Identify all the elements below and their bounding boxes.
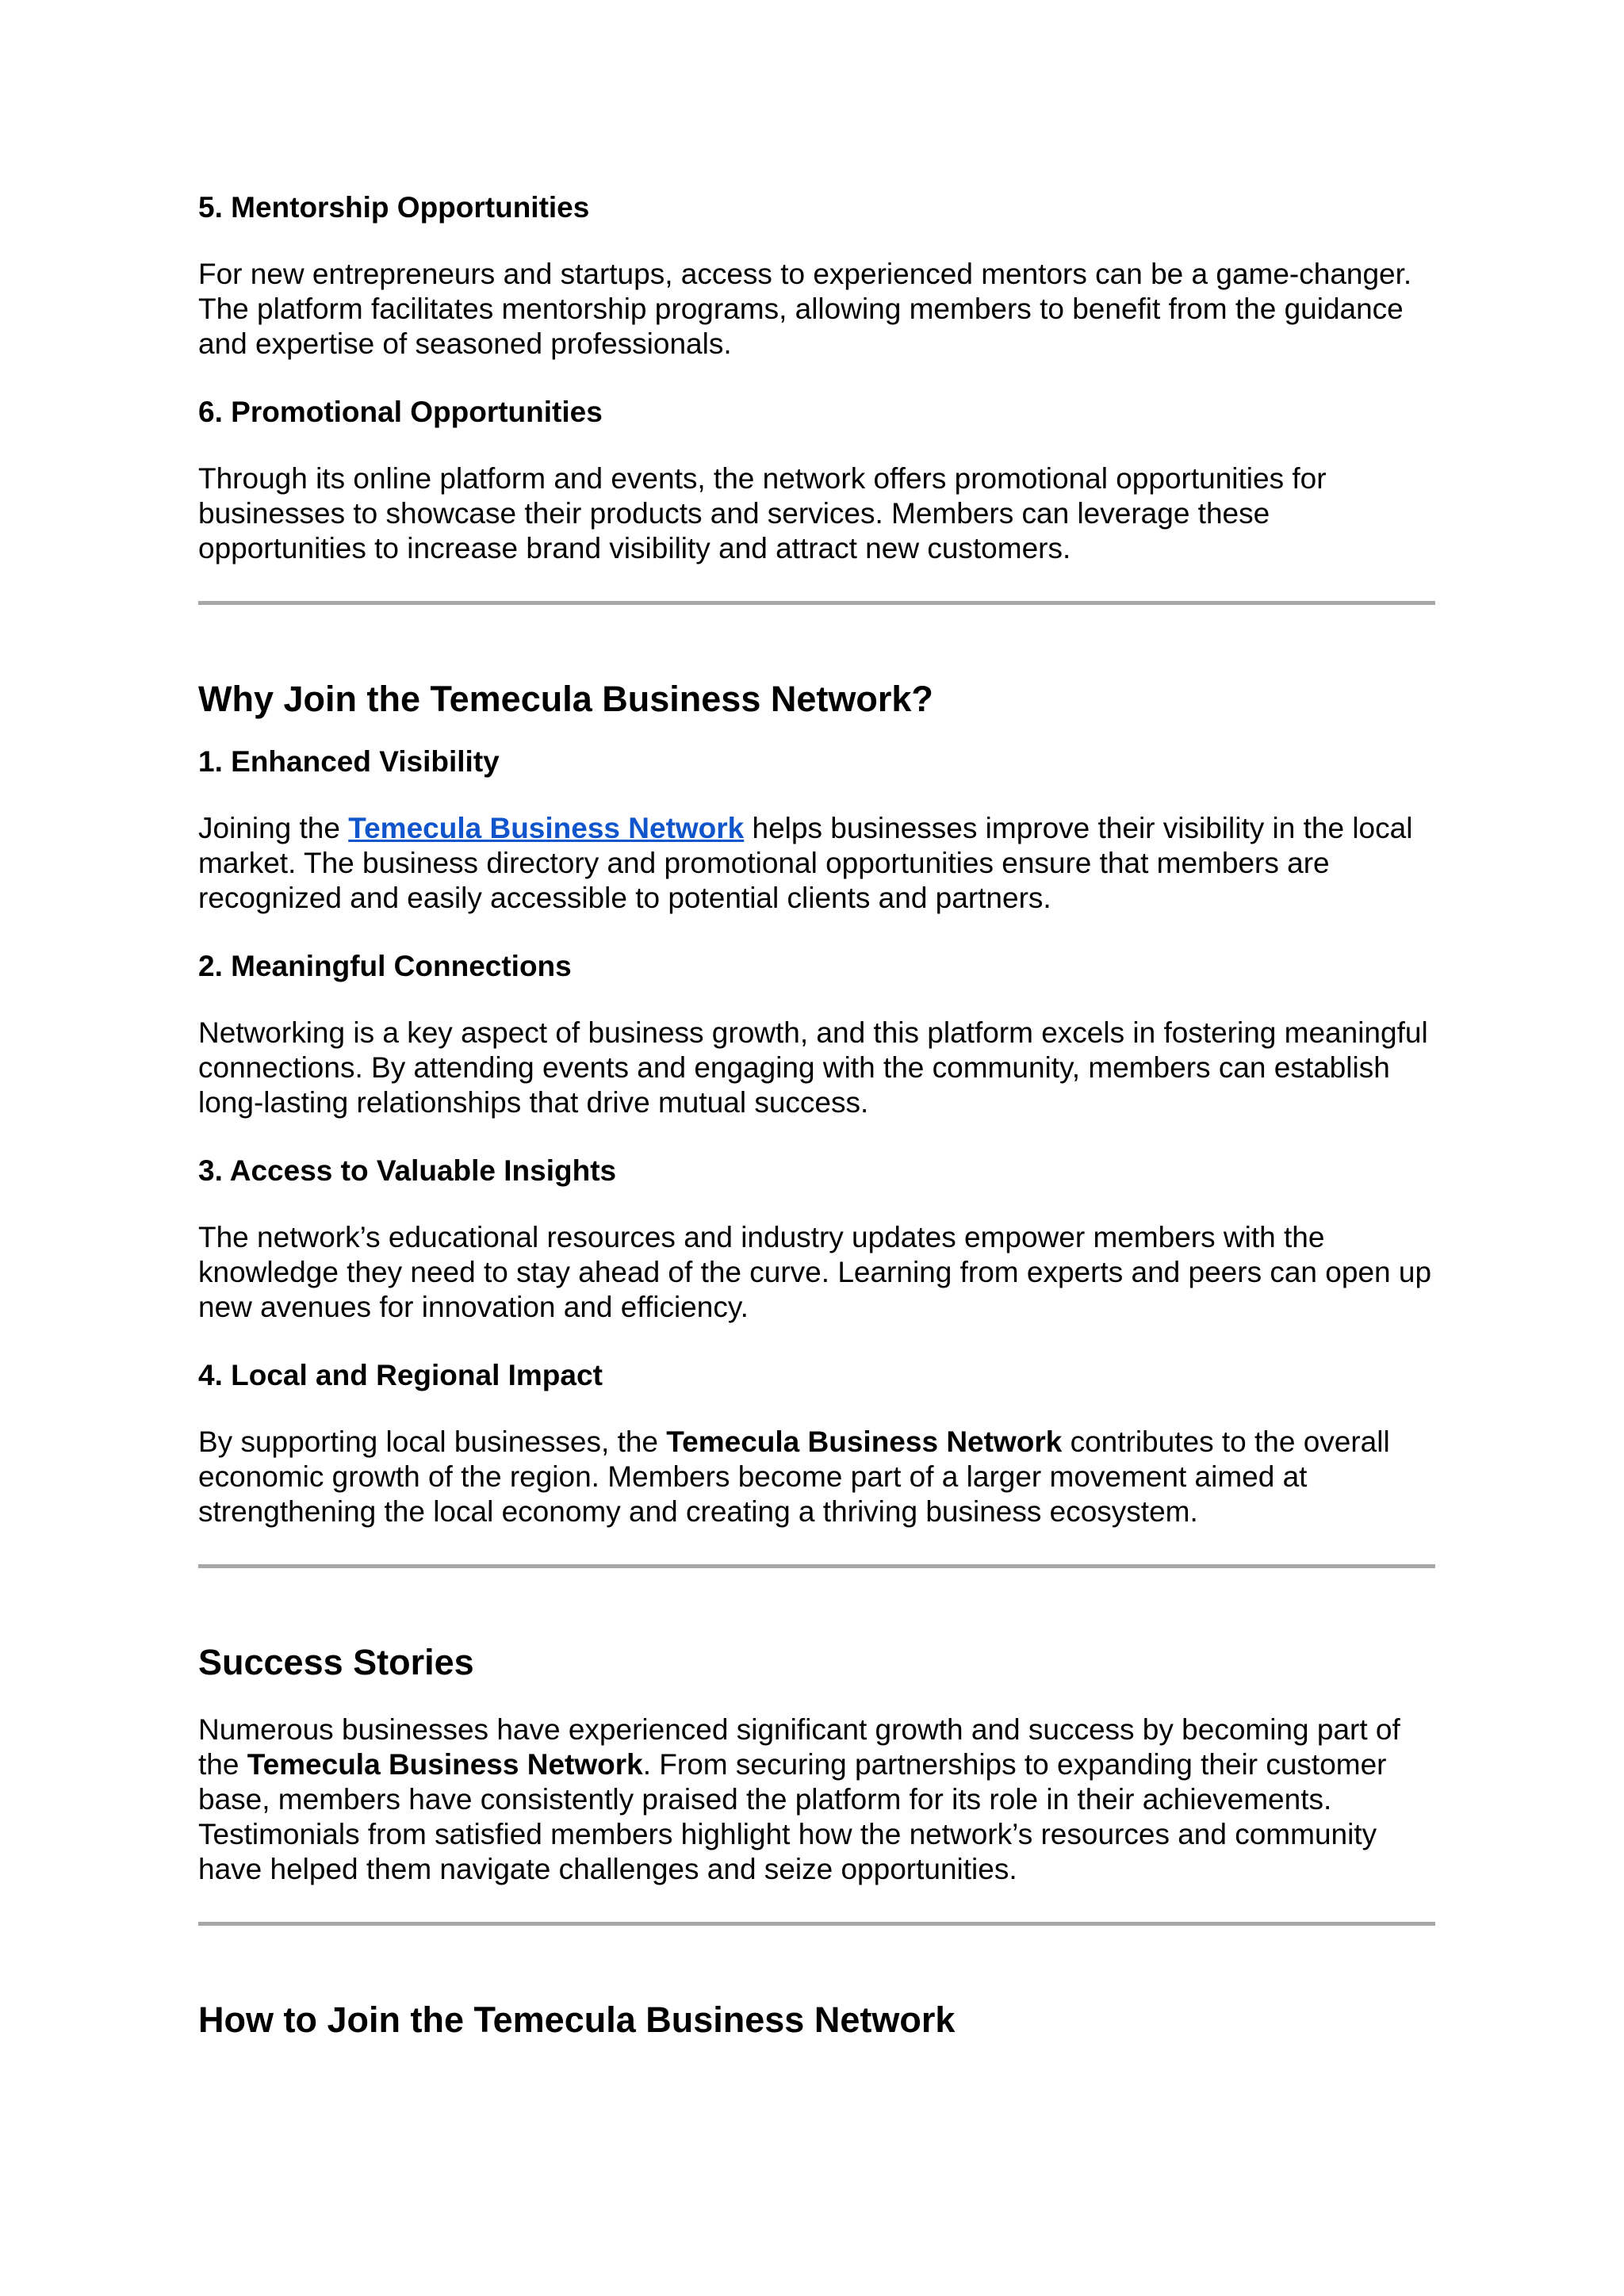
impact-heading: 4. Local and Regional Impact xyxy=(198,1359,603,1391)
why-join-title: Why Join the Temecula Business Network? xyxy=(198,679,933,719)
temecula-business-network-link[interactable]: Temecula Business Network xyxy=(348,812,745,844)
section-divider xyxy=(198,1922,1435,1926)
impact-text-before: By supporting local businesses, the xyxy=(198,1425,667,1458)
success-bold-network-name: Temecula Business Network xyxy=(247,1748,643,1781)
promotional-paragraph: Through its online platform and events, the network offers promotional opportunities for businesses to showcase their products and services. Members can leverage these opportunities to increase brand visibility and attract new customers. xyxy=(198,462,1327,564)
section-divider xyxy=(198,601,1435,605)
mentorship-paragraph: For new entrepreneurs and startups, access to experienced mentors can be a game-changer. The platform facilitates mentorship programs, allowing members to benefit from the guidance and expertise of seasoned professionals. xyxy=(198,258,1412,360)
visibility-text-after: helps businesses improve their visibility in the local market. The business directory and promotional opportunities ensure that members are recognized and easily accessible to potential clients and partners. xyxy=(198,812,1413,914)
section-divider xyxy=(198,1564,1435,1568)
mentorship-heading: 5. Mentorship Opportunities xyxy=(198,191,590,224)
insights-paragraph: The network’s educational resources and industry updates empower members with the knowledge they need to stay ahead of the curve. Learning from experts and peers can open up new avenues for innovation and efficiency. xyxy=(198,1221,1432,1323)
success-stories-title: Success Stories xyxy=(198,1642,474,1682)
connections-heading: 2. Meaningful Connections xyxy=(198,950,572,982)
impact-paragraph xyxy=(198,1425,1435,1529)
impact-text-after: contributes to the overall economic growth of the region. Members become part of a larger movement aimed at strengthening the local economy and creating a thriving business ecosystem. xyxy=(198,1425,1390,1528)
insights-heading: 3. Access to Valuable Insights xyxy=(198,1154,617,1187)
how-to-join-title: How to Join the Temecula Business Network xyxy=(198,1999,956,2040)
success-text-before: Numerous businesses have experienced significant growth and success by becoming part of the xyxy=(198,1713,1400,1781)
promotional-heading: 6. Promotional Opportunities xyxy=(198,396,603,428)
connections-paragraph: Networking is a key aspect of business growth, and this platform excels in fostering meaningful connections. By attending events and engaging with the community, members can establish long-lasting relationships that drive mutual success. xyxy=(198,1016,1428,1119)
success-text-after: . From securing partnerships to expanding their customer base, members have consistently praised the platform for its role in their achievements. Testimonials from satisfied members highlight how the network’s resources and community have helped them navigate challenges and seize opportunities. xyxy=(198,1748,1387,1885)
success-stories-paragraph xyxy=(198,1712,1435,1887)
impact-bold-network-name: Temecula Business Network xyxy=(666,1425,1063,1458)
visibility-text-before: Joining the xyxy=(198,812,349,844)
visibility-paragraph xyxy=(198,811,1435,916)
document-page xyxy=(198,190,1435,2042)
visibility-heading: 1. Enhanced Visibility xyxy=(198,745,500,778)
